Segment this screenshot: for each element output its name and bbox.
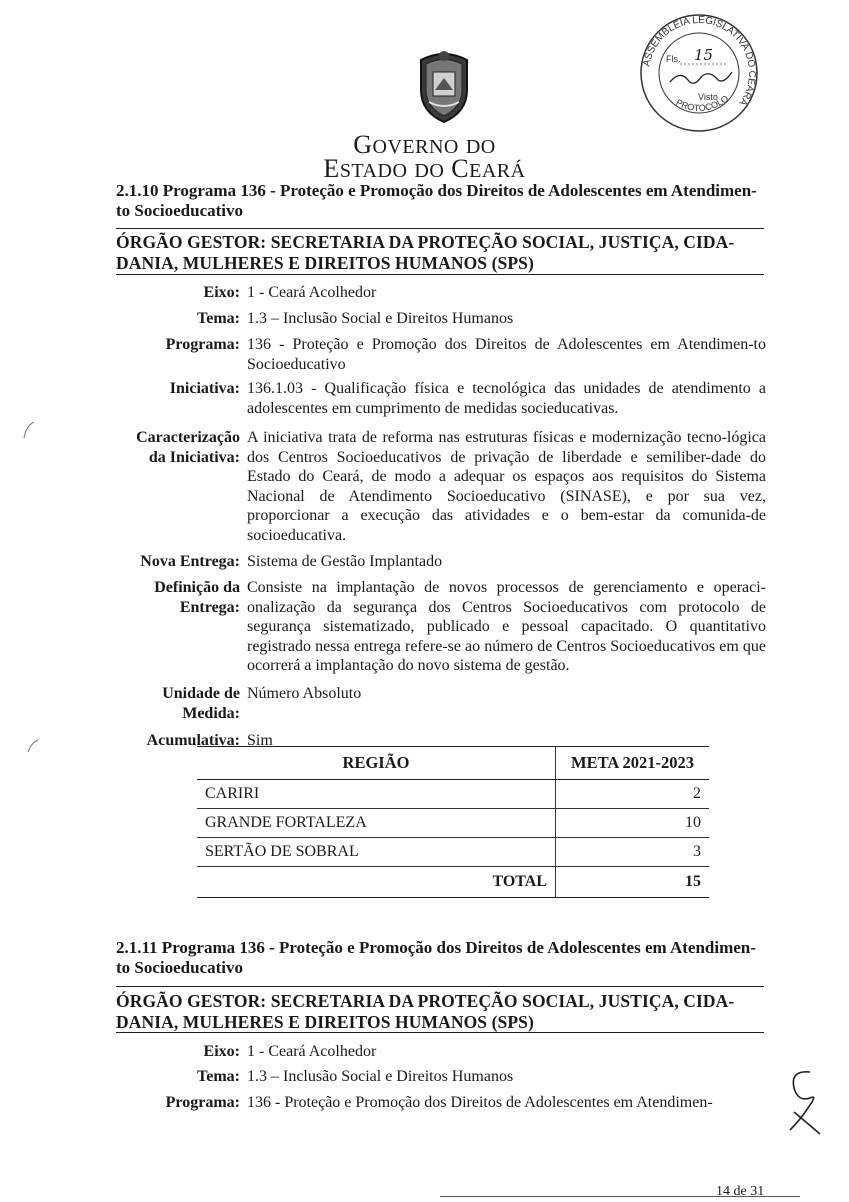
table-row xyxy=(197,809,709,838)
government-title-line2: ESTADO DO CEARÁ xyxy=(323,154,526,183)
section-2-orgao-gestor: ÓRGÃO GESTOR: SECRETARIA DA PROTEÇÃO SOCIAL, JUSTIÇA, CIDA- DANIA, MULHERES E DIREITOS HUMANOS (SPS) xyxy=(116,991,735,1032)
field-programa: Programa: 136 - Proteção e Promoção dos Direitos de Adolescentes em Atendimen-to Socioeducativo xyxy=(165,336,766,373)
column-header-regiao: REGIÃO xyxy=(197,747,556,780)
divider xyxy=(116,274,764,275)
field-tema: Tema: 1.3 – Inclusão Social e Direitos Humanos xyxy=(197,310,514,327)
table-total-row xyxy=(197,867,709,898)
scan-mark xyxy=(22,420,36,440)
section-1-orgao-gestor: ÓRGÃO GESTOR: SECRETARIA DA PROTEÇÃO SOCIAL, JUSTIÇA, CIDA- DANIA, MULHERES E DIREITOS HUMANOS (SPS) xyxy=(116,232,735,273)
state-coat-of-arms-icon xyxy=(413,46,475,124)
regiao-cell: SERTÃO DE SOBRAL xyxy=(197,838,556,867)
stamp-fls-label: Fls. xyxy=(666,54,681,64)
divider xyxy=(116,986,764,987)
protocol-stamp xyxy=(636,10,762,136)
table-row xyxy=(197,780,709,809)
section-2-field-programa: Programa: 136 - Proteção e Promoção dos Direitos de Adolescentes em Atendimen- xyxy=(165,1094,713,1111)
stamp-fls-value: 15 xyxy=(694,46,714,64)
section-1-title: 2.1.10 Programa 136 - Proteção e Promoção dos Direitos de Adolescentes em Atendimen- to Socioeducativo xyxy=(116,181,757,220)
table-row xyxy=(197,838,709,867)
field-unidade-medida: Unidade de Medida: Número Absoluto xyxy=(162,685,362,722)
page-number: 14 de 31 xyxy=(716,1184,765,1199)
scan-mark xyxy=(26,738,40,754)
field-eixo: Eixo: 1 - Ceará Acolhedor xyxy=(203,284,377,301)
divider xyxy=(116,228,764,229)
regiao-cell: GRANDE FORTALEZA xyxy=(197,809,556,838)
government-title-line1: GOVERNO DO xyxy=(353,130,496,159)
total-value: 15 xyxy=(556,867,710,898)
field-caracterizacao: Caracterização da Iniciativa: A iniciativa trata de reforma nas estruturas físicas e modernização tecno-lógica dos Centros Socioeducativos de privação de liberdade e semiliber-dade do Estado do Ceará, de modo a adequar os espaços aos requisitos do Sistema Nacional de Atendimento Socioeducativo (SINASE), e por sua vez, proporcionar a execução das atividades e o bem-estar da comunida-de socioeducativa. xyxy=(136,429,766,544)
meta-cell: 3 xyxy=(556,838,710,867)
meta-cell: 2 xyxy=(556,780,710,809)
stamp-signature xyxy=(670,72,732,83)
field-acumulativa: Acumulativa: Sim xyxy=(146,732,273,749)
table-header-row xyxy=(197,747,709,780)
section-2-field-eixo: Eixo: 1 - Ceará Acolhedor xyxy=(203,1043,377,1060)
field-nova-entrega: Nova Entrega: Sistema de Gestão Implantado xyxy=(140,553,443,570)
meta-cell: 10 xyxy=(556,809,710,838)
stamp-visto-label: Visto xyxy=(698,92,718,102)
signature-initials xyxy=(780,1068,824,1138)
section-2-title: 2.1.11 Programa 136 - Proteção e Promoção dos Direitos de Adolescentes em Atendimen- to Socioeducativo xyxy=(116,938,756,977)
stamp-bottom-text: PROTOCOLO xyxy=(674,93,731,114)
regiao-cell: CARIRI xyxy=(197,780,556,809)
field-iniciativa: Iniciativa: 136.1.03 - Qualificação física e tecnológica das unidades de atendimento a adolescentes em cumprimento de medidas socieducativas. xyxy=(169,380,766,417)
section-2-field-tema: Tema: 1.3 – Inclusão Social e Direitos Humanos xyxy=(197,1068,514,1085)
divider xyxy=(116,1032,764,1033)
stamp-ring-text: ASSEMBLEIA LEGISLATIVA DO CEARÁ xyxy=(641,14,758,108)
field-definicao: Definição da Entrega: Consiste na implantação de novos processos de gerenciamento e operaci-onalização da segurança dos Centros Socioeducativos com protocolo de segurança sistematizado, publicado e pessoal capacitado. O quantitativo registrado nessa entrega refere-se ao número de Centros Socioeducativos em que ocorrerá a implantação do novo sistema de gestão. xyxy=(154,579,766,674)
meta-table xyxy=(197,746,709,898)
column-header-meta: META 2021-2023 xyxy=(556,747,710,780)
total-label: TOTAL xyxy=(197,867,556,898)
